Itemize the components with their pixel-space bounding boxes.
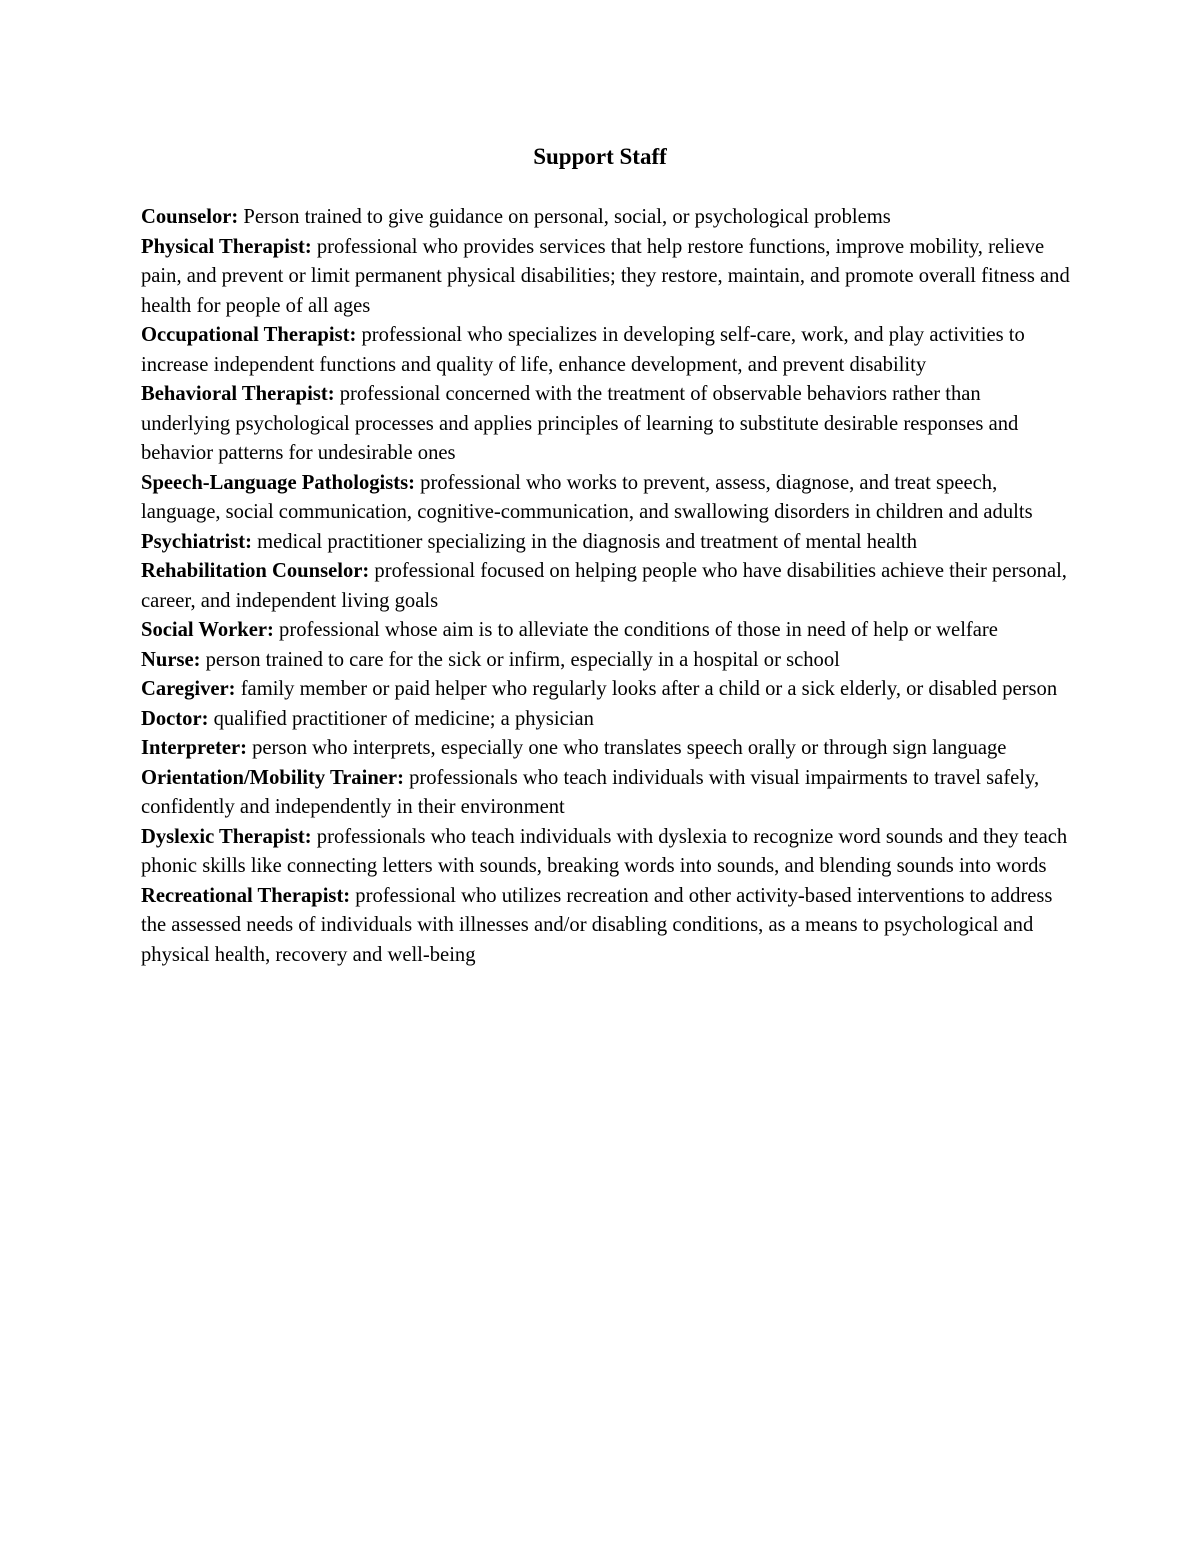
definition-item-rehabilitation-counselor xyxy=(141,557,1071,616)
definition-text: professional who utilizes recreation and other activity-based interventions to address the assessed needs of individuals with illnesses and/or disabling conditions, as a means to psychological and physical health, recovery and well-being xyxy=(141,884,1053,966)
definition-item-psychiatrist xyxy=(141,528,1071,558)
definition-item-counselor xyxy=(141,203,1071,233)
definition-text: person trained to care for the sick or infirm, especially in a hospital or school xyxy=(200,648,840,671)
definition-term: Behavioral Therapist: xyxy=(141,383,335,405)
definition-text: professionals who teach individuals with dyslexia to recognize word sounds and they teach phonic skills like connecting letters with sounds, breaking words into sounds, and blending sounds into words xyxy=(141,825,1068,877)
definition-term: Nurse: xyxy=(141,648,201,671)
definition-text: professional whose aim is to alleviate the conditions of those in need of help or welfare xyxy=(273,619,998,641)
definition-item-physical-therapist xyxy=(141,233,1071,322)
definition-item-recreational-therapist xyxy=(141,882,1071,971)
page-title: Support Staff xyxy=(533,144,667,169)
definition-term: Social Worker: xyxy=(141,619,274,641)
definition-item-nurse xyxy=(141,646,1071,676)
definition-item-behavioral-therapist xyxy=(141,380,1071,469)
definition-item-speech-language-pathologists xyxy=(141,469,1071,528)
definition-item-social-worker xyxy=(141,616,1071,646)
definition-item-caregiver xyxy=(141,675,1071,705)
definition-text: professional who specializes in developing self-care, work, and play activities to increase independent functions and quality of life, enhance development, and prevent disability xyxy=(141,324,1025,376)
definition-text: professional who works to prevent, assess, diagnose, and treat speech, language, social communication, cognitive-communication, and swallowing disorders in children and adults xyxy=(141,471,1033,523)
definition-text: professional concerned with the treatment of observable behaviors rather than underlying psychological processes and applies principles of learning to substitute desirable responses and behavior patterns for undesirable ones xyxy=(141,383,1019,464)
definition-term: Psychiatrist: xyxy=(141,530,252,553)
definition-list xyxy=(141,203,1071,970)
definition-term: Orientation/Mobility Trainer: xyxy=(141,766,404,789)
definition-item-doctor xyxy=(141,705,1071,735)
definition-text: qualified practitioner of medicine; a physician xyxy=(208,707,594,730)
definition-text: professional who provides services that help restore functions, improve mobility, relieve pain, and prevent or limit permanent physical disabilities; they restore, maintain, and promote overall fitness and health for people of all ages xyxy=(141,235,1070,317)
definition-item-orientation-mobility-trainer xyxy=(141,764,1071,823)
definition-text: professionals who teach individuals with visual impairments to travel safely, confidently and independently in their environment xyxy=(141,766,1040,818)
definition-term: Counselor: xyxy=(141,206,239,228)
definition-text: Person trained to give guidance on personal, social, or psychological problems xyxy=(238,206,891,228)
definition-term: Recreational Therapist: xyxy=(141,884,351,907)
definition-term: Interpreter: xyxy=(141,737,247,759)
definition-term: Occupational Therapist: xyxy=(141,324,357,346)
definition-item-dyslexic-therapist xyxy=(141,823,1071,882)
definition-text: family member or paid helper who regularly looks after a child or a sick elderly, or disabled person xyxy=(235,678,1058,700)
definition-item-occupational-therapist xyxy=(141,321,1071,380)
definition-text: professional focused on helping people who have disabilities achieve their personal, career, and independent living goals xyxy=(141,560,1067,612)
definition-term: Dyslexic Therapist: xyxy=(141,825,312,848)
definition-term: Speech-Language Pathologists: xyxy=(141,471,416,494)
definition-text: person who interprets, especially one who translates speech orally or through sign language xyxy=(246,737,1007,759)
definition-term: Physical Therapist: xyxy=(141,235,312,258)
definition-term: Caregiver: xyxy=(141,678,236,700)
definition-item-interpreter xyxy=(141,734,1071,764)
definition-term: Rehabilitation Counselor: xyxy=(141,560,370,582)
definition-text: medical practitioner specializing in the diagnosis and treatment of mental health xyxy=(251,530,918,553)
definition-term: Doctor: xyxy=(141,707,209,730)
